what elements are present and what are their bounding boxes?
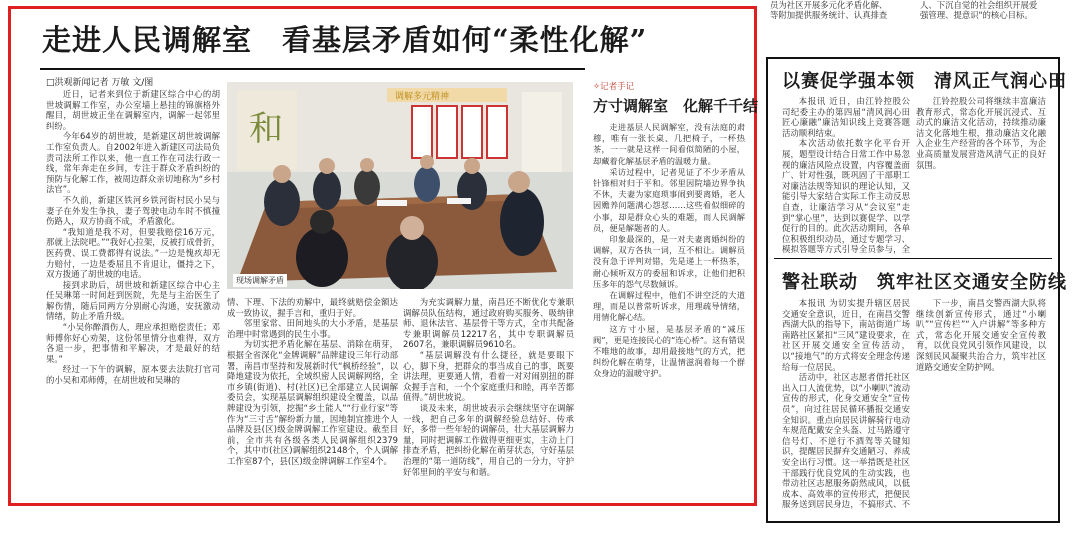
paragraph: 近日，记者来到位于新建区综合中心的胡世坡调解工作室，办公室墙上悬挂的锦旗格外醒目，胡世坡正坐在调解室内，调解一起邻里纠纷。	[46, 89, 220, 131]
paragraph: 经过一下午的调解，原本要去法院打官司的小吴和邓师傅，在胡世坡和吴琳的	[46, 364, 220, 386]
right-article-2-title: 警社联动 筑牢社区交通安全防线	[782, 272, 1067, 293]
paragraph: 今年64岁的胡世坡，是新建区胡世坡调解工作室负责人。自2002年进入新建区司法局负责司法所工作以来，他一直工作在司法行政一线，常年奔走在乡间，专注于群众矛盾纠纷的预防与化解工作，被周边群众亲切地称为“乡村法官”。	[46, 131, 220, 195]
right-article-1-col-b	[916, 96, 1046, 254]
article-headline: 走进人民调解室 看基层矛盾如何“柔性化解”	[42, 23, 648, 57]
right-article-2-col-b	[916, 298, 1046, 510]
paragraph: 不久前，新建区铁河乡铁河街村民小吴与妻子在外发生争执，妻子驾驶电动车时不慎撞伤路人，双方协商不成，矛盾激化。	[46, 194, 220, 227]
paragraph: 这方寸小屋，是基层矛盾的“减压阀”，更是连接民心的“连心桥”。这有错误不唯地的故事，却用最接地气的方式，把纠纷化解在萌芽，让温情滋润着每一个群众身边的温暖守护。	[593, 323, 745, 379]
byline: □洪观新闻记者 万敏 文/图	[46, 78, 154, 88]
fragment-line: 强管理、提意识"的核心目标。	[920, 10, 1033, 20]
calligraphy-sign: 和	[249, 109, 283, 149]
fragment-line: 员为社区开展多元化矛盾化解、	[770, 0, 888, 10]
reporter-note-tag: ✧记者手记	[593, 82, 635, 92]
paragraph: 下一步，南昌交警西湖大队将继续创新宣传形式，通过“小喇叭”“宣传栏”“入户讲解”等多种方式，常态化开展交通安全宣传教育，以优良党风引领作风建设，以深刻民风凝聚共治合力，筑牢社区道路交通安全防护网。	[916, 298, 1046, 372]
article-column-1	[46, 89, 220, 501]
wall-sign: 调解多元精神	[395, 92, 450, 102]
paragraph: 谈及未来，胡世坡表示会继续坚守在调解一线，把自己多年的调解经验总结好、传承好，多带一些年轻的调解员，壮大基层调解力量，同时把调解工作做得更细更实，主动上门排查矛盾，把纠纷化解在萌芽状态，守好基层治理的“第一道防线”，用自己的一分力，守护好邻里间的平安与和谐。	[403, 402, 574, 477]
paragraph: 本次活动依托数字化平台开展，题型设计结合日常工作中易忽视的廉洁风险点设置，内容覆盖面广、针对性强，既巩固了干部职工对廉洁法规等知识的理论认知，又能引导大家结合实际工作主动反思自查，让廉洁学习从“会议室”走到“掌心里”，达到以赛促学、以学促行的目的。此次活动期间，各单位积极组织动员，通过专题学习、模拟答题等方式引导全员参与，全	[782, 138, 910, 254]
mediation-scene-image	[227, 82, 573, 289]
reporter-note-body	[593, 122, 745, 500]
right-article-1-title: 以赛促学强本领 清风正气润心田	[782, 71, 1067, 92]
paragraph: “小吴你醉酒伤人，理应承担赔偿责任；邓师傅你好心劝架，这份邻里情分也难得，双方各退一步，把事情和平解决，才是最好的结果。”	[46, 322, 220, 364]
fragment-line: 人、下沉自觉的社会组织开展爱	[920, 0, 1038, 10]
article-column-2	[227, 297, 398, 501]
paragraph: 活动中，社区志愿者借托社区出入口人流优势，以“小喇叭”流动宣传的形式，化身交通安全“宣传员”，向过往居民循环播报交通安全知识。重点向居民讲解骑行电动车规范配戴安全头盔、过马路遵守信号灯、不逆行不酒驾等关键知识，提醒居民摒弃交通陋习、养成安全出行习惯。这一举措既是社区干部践行优良党风的生动实践，也带动社区志愿服务蔚然成风，以低成本、高效率的宣传形式，把便民服务送到居民身边，不搞形式、不	[782, 372, 910, 510]
paragraph: “基层调解没有什么捷径，就是要眼下心，脚下身，把群众的事当成自己的事，既要讲法理，更要通人情，看着一对对闹别扭的群众握手言和，一个个家庭重归和睦，再辛苦都值得。”胡世坡说。	[403, 349, 574, 403]
right-article-2-col-a	[782, 298, 910, 510]
right-article-1-col-a	[782, 96, 910, 254]
article-photo	[227, 82, 573, 289]
paragraph: 邻里家常、田间地头的大小矛盾，是基层治理中时常遇到的民生小事。	[227, 318, 398, 339]
paragraph: 采访过程中，记者见证了不少矛盾从针锋相对归于平和。邻里因院墙边界争执不休，夫妻为家庭琐事闹到要离婚，老人因赡养问题满心怨怼……这些看似细碎的小事，却是群众心头的难题，而人民调解员，便是解题者的人。	[593, 166, 745, 233]
section-divider	[774, 258, 1052, 259]
paragraph: 情、下理、下法的劝解中，最终就赔偿金额达成一致协议，握手言和，重归于好。	[227, 297, 398, 318]
paragraph: 为充实调解力量，南昌还不断优化专兼职调解员队伍结构，通过政府购买服务、吸纳律师、退休法官、基层骨干等方式，全市共配备专兼职调解员12217名，其中专职调解员2607名，兼职调解员9610名。	[403, 297, 574, 350]
paragraph: 本报讯 近日，由江铃控股公司纪委主办的第四届“清风润心田 匠心廉融”廉洁知识线上竞赛答题活动顺利结束。	[782, 96, 910, 138]
article-column-3	[403, 297, 574, 501]
paragraph: 走进基层人民调解室，没有法庭的肃穆，唯有一张长桌、几把椅子，一杯热茶，一一就是这样一间看似简陋的小屋，却藏着化解基层矛盾的温暖力量。	[593, 122, 745, 166]
paragraph: 江铃控股公司将继续丰富廉洁教育形式，常态化开展沉浸式、互动式的廉洁文化活动，持续推动廉洁文化落地生根，推动廉洁文化融入企业生产经营的各个环节，为企业高质量发展营造风清气正的良好氛围。	[916, 96, 1046, 170]
paragraph: 印象最深的，是一对夫妻离婚纠纷的调解，双方各执一词，互不相让。调解员没有急于评判对错，先是递上一杯热茶，耐心倾听双方的委屈和诉求，让他们把积压多年的怨气尽数倾诉。	[593, 234, 745, 289]
paragraph: 本报讯 为切实提升辖区居民交通安全意识，近日，在南昌交警西湖大队的指导下，南站街道广场南路社区紧扣“三风”建设要求，在社区开展交通安全宣传活动，以“接地气”的方式将安全理念传递给每一位居民。	[782, 298, 910, 372]
paragraph: 接到求助后，胡世坡和新建区综合中心主任吴琳第一时间赶到医院，先是与主治医生了解伤情，随后同两方分别耐心沟通，安抚激动情绪，防止矛盾升级。	[46, 279, 220, 322]
paragraph: 在调解过程中，他们不讲空泛的大道理，而是以普常听诉求，用理疏导情绪，用情化解心结。	[593, 290, 745, 323]
paragraph: “我知道是我不对，但要我赔偿16万元，那就上法院吧。”“我好心拉架，反被打成骨折，医药费、误工费都得有说法。”一边是愧疚却无力赔付，一边是委屈且不肯退让，僵持之下，双方拨通了胡世坡的电话。	[46, 226, 220, 280]
paragraph: 为切实把矛盾化解在基层、消除在萌芽，根据全省深化“金牌调解”品牌建设三年行动部署，南昌市坚持和发展新时代“枫桥经验”，以降地建设为依托，全域织密人民调解网络，全市乡镇(街道)、村(社区)已全部建立人民调解委员会，实现基层调解组织建设全覆盖，以品牌建设为引领，挖掘“乡土能人”“行业行家”等作为“三寸舌”解纷新力量，因地制宜推进个人品牌及县(区)级金牌调解工作室建设。截至目前，全市共有各级各类人民调解组织2379个，其中市(社区)调解组织2148个，个人调解工作室87个，县(区)级金牌调解工作室4个。	[227, 339, 398, 466]
photo-caption: 现场调解矛盾	[233, 274, 287, 287]
headline-rule	[40, 68, 585, 70]
reporter-note-title: 方寸调解室 化解千千结	[593, 97, 759, 115]
fragment-line: 等附加提供服务统计、认真排查	[770, 10, 888, 20]
